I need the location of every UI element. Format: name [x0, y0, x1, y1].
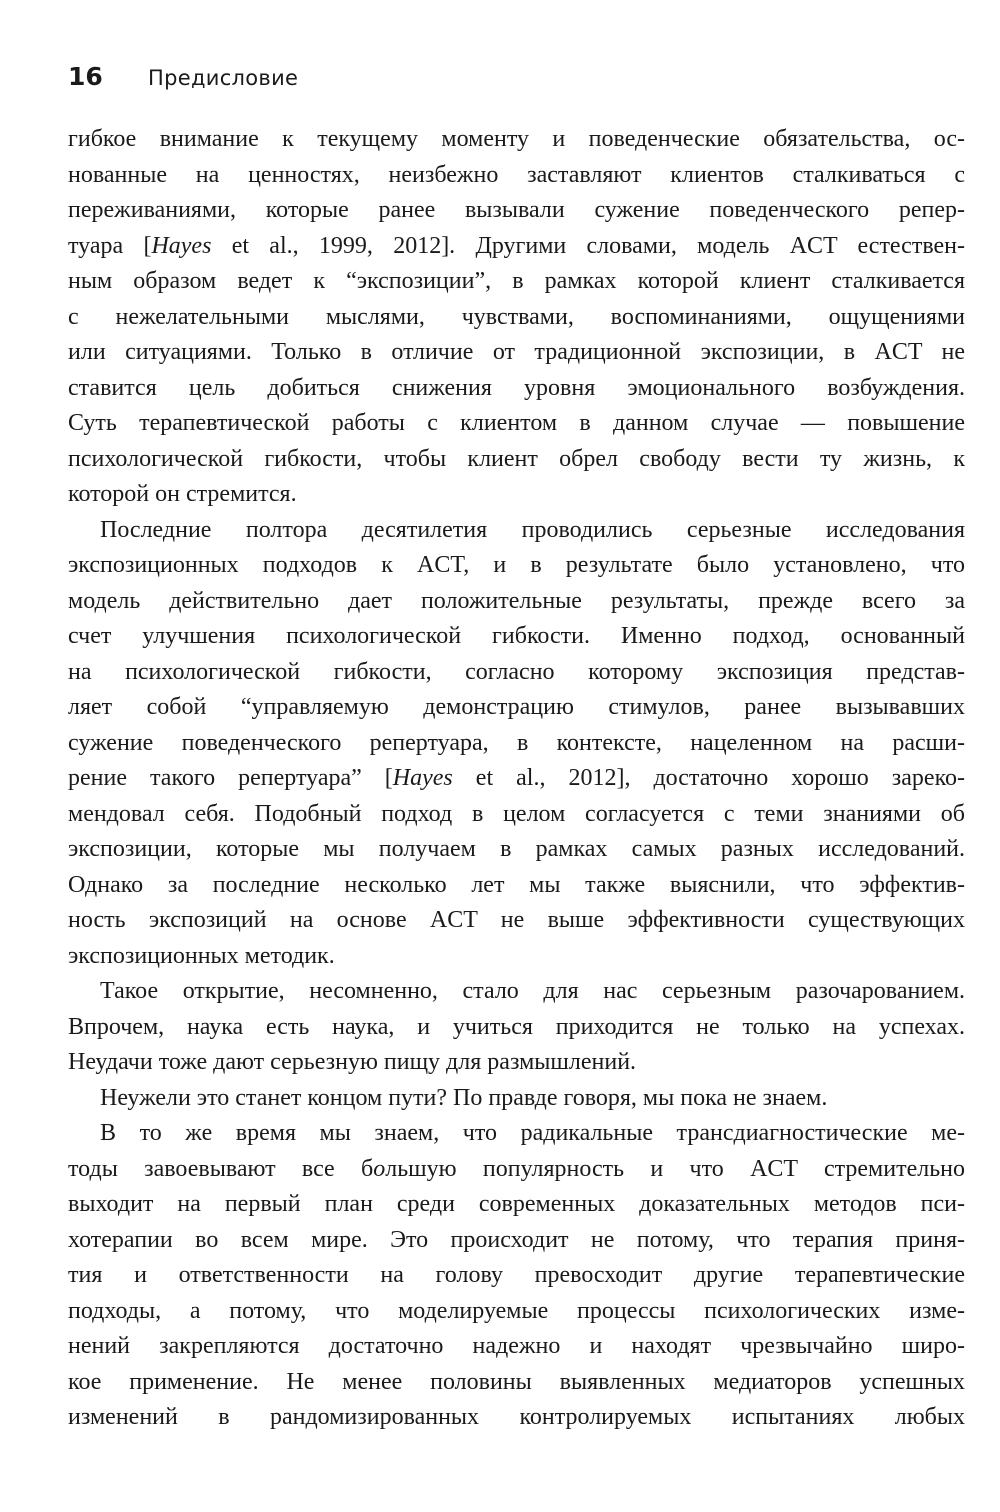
paragraph — [68, 513, 965, 975]
text-line — [68, 1258, 965, 1294]
text-line — [68, 300, 965, 336]
text-line — [68, 1223, 965, 1259]
text-segment: et al., 2012], достаточно хорошо зареко- — [452, 765, 966, 791]
text-line — [68, 868, 965, 904]
text-segment: et al., 1999, 2012]. Другими словами, модель ACT естествен- — [211, 232, 965, 259]
text-line — [68, 1045, 965, 1081]
text-line — [68, 442, 965, 478]
text-segment: нений закрепляются достаточно надежно и находят чрезвычайно широ- — [68, 1333, 965, 1359]
text-line — [68, 1294, 965, 1330]
text-segment: счет улучшения психологической гибкости. Именно подход, основанный — [68, 623, 965, 649]
text-segment: хотерапии во всем мире. Это происходит не потому, что терапия приня- — [68, 1226, 965, 1253]
italic-text: Hayes — [392, 765, 453, 791]
page-number: 16 — [68, 62, 103, 91]
text-segment: психологической гибкости, чтобы клиент обрел свободу вести ту жизнь, к — [68, 445, 965, 472]
text-line — [68, 655, 965, 691]
text-segment: Суть терапевтической работы с клиентом в данном случае — повышение — [68, 410, 965, 436]
text-segment: В то же время мы знаем, что радикальные трансдиагностические ме- — [100, 1120, 965, 1146]
text-line — [68, 619, 965, 655]
text-segment: ным образом ведет к “экспозиции”, в рамках которой клиент сталкивается — [68, 268, 965, 294]
text-line — [68, 406, 965, 442]
text-segment: льшую популярность и что ACT стремительно — [385, 1155, 965, 1182]
text-line — [68, 1365, 965, 1401]
text-segment: Впрочем, наука есть наука, и учиться приходится не только на успехах. — [68, 1013, 965, 1040]
text-line — [68, 939, 965, 975]
text-segment: или ситуациями. Только в отличие от традиционной экспозиции, в ACT не — [68, 339, 965, 365]
text-line — [68, 371, 965, 407]
text-segment: тоды завоевывают все б — [68, 1155, 374, 1182]
text-line — [68, 761, 965, 797]
text-line — [68, 1116, 965, 1152]
text-line — [68, 158, 965, 194]
text-line — [68, 903, 965, 939]
paragraph — [68, 974, 965, 1081]
text-segment: ляет собой “управляемую демонстрацию стимулов, ранее вызывавших — [68, 694, 965, 720]
text-line — [68, 1152, 965, 1188]
text-line — [68, 548, 965, 584]
text-line — [68, 974, 965, 1010]
text-segment: гибкое внимание к текущему моменту и поведенческие обязательства, ос- — [68, 126, 965, 152]
text-line — [68, 1400, 965, 1436]
text-segment: подходы, а потому, что моделируемые процессы психологических изме- — [68, 1297, 965, 1324]
text-line — [68, 1081, 965, 1117]
italic-text: Hayes — [151, 232, 212, 259]
text-segment: Такое открытие, несомненно, стало для нас серьезным разочарованием. — [100, 978, 965, 1004]
paragraph — [68, 1116, 965, 1436]
text-segment: туара [ — [68, 232, 152, 259]
body-text — [68, 122, 965, 1436]
text-segment: ставится цель добиться снижения уровня эмоционального возбуждения. — [68, 374, 965, 401]
text-segment: рение такого репертуара” [ — [68, 765, 393, 791]
italic-text: о — [373, 1155, 386, 1182]
text-line — [68, 264, 965, 300]
text-segment: переживаниями, которые ранее вызывали сужение поведенческого репер- — [68, 197, 965, 223]
text-line — [68, 193, 965, 229]
text-line — [68, 584, 965, 620]
text-line — [68, 229, 965, 265]
text-segment: Последние полтора десятилетия проводились серьезные исследования — [100, 516, 965, 543]
text-segment: тия и ответственности на голову превосходит другие терапевтические — [68, 1262, 965, 1288]
text-segment: изменений в рандомизированных контролируемых испытаниях любых — [68, 1404, 965, 1430]
text-line — [68, 797, 965, 833]
text-segment: экспозиции, которые мы получаем в рамках самых разных исследований. — [68, 836, 965, 862]
text-line — [68, 1329, 965, 1365]
text-segment: кое применение. Не менее половины выявленных медиаторов успешных — [68, 1368, 965, 1395]
text-segment: Однако за последние несколько лет мы также выяснили, что эффектив- — [68, 871, 965, 898]
text-segment: экспозиционных методик. — [68, 942, 335, 969]
text-line — [68, 1187, 965, 1223]
text-line — [68, 122, 965, 158]
text-segment: ность экспозиций на основе ACT не выше эффективности существующих — [68, 907, 965, 933]
text-line — [68, 690, 965, 726]
text-line — [68, 1010, 965, 1046]
running-header — [68, 62, 298, 98]
text-line — [68, 477, 965, 513]
text-segment: которой он стремится. — [68, 481, 297, 507]
text-segment: нованные на ценностях, неизбежно заставляют клиентов сталкиваться с — [68, 161, 965, 188]
running-title: Предисловие — [148, 66, 299, 90]
text-line — [68, 335, 965, 371]
text-segment: Неудачи тоже дают серьезную пищу для размышлений. — [68, 1049, 637, 1075]
paragraph — [68, 122, 965, 513]
text-segment: на психологической гибкости, согласно которому экспозиция представ- — [68, 658, 965, 685]
text-segment: мендовал себя. Подобный подход в целом согласуется с теми знаниями об — [68, 800, 965, 827]
text-segment: сужение поведенческого репертуара, в контексте, нацеленном на расши- — [68, 729, 965, 756]
text-segment: Неужели это станет концом пути? По правде говоря, мы пока не знаем. — [100, 1084, 828, 1111]
text-line — [68, 726, 965, 762]
paragraph — [68, 1081, 965, 1117]
text-segment: с нежелательными мыслями, чувствами, воспоминаниями, ощущениями — [68, 303, 965, 330]
text-line — [68, 513, 965, 549]
text-segment: модель действительно дает положительные результаты, прежде всего за — [68, 587, 965, 614]
text-segment: выходит на первый план среди современных доказательных методов пси- — [68, 1191, 965, 1217]
text-line — [68, 832, 965, 868]
text-segment: экспозиционных подходов к ACT, и в результате было установлено, что — [68, 552, 965, 578]
